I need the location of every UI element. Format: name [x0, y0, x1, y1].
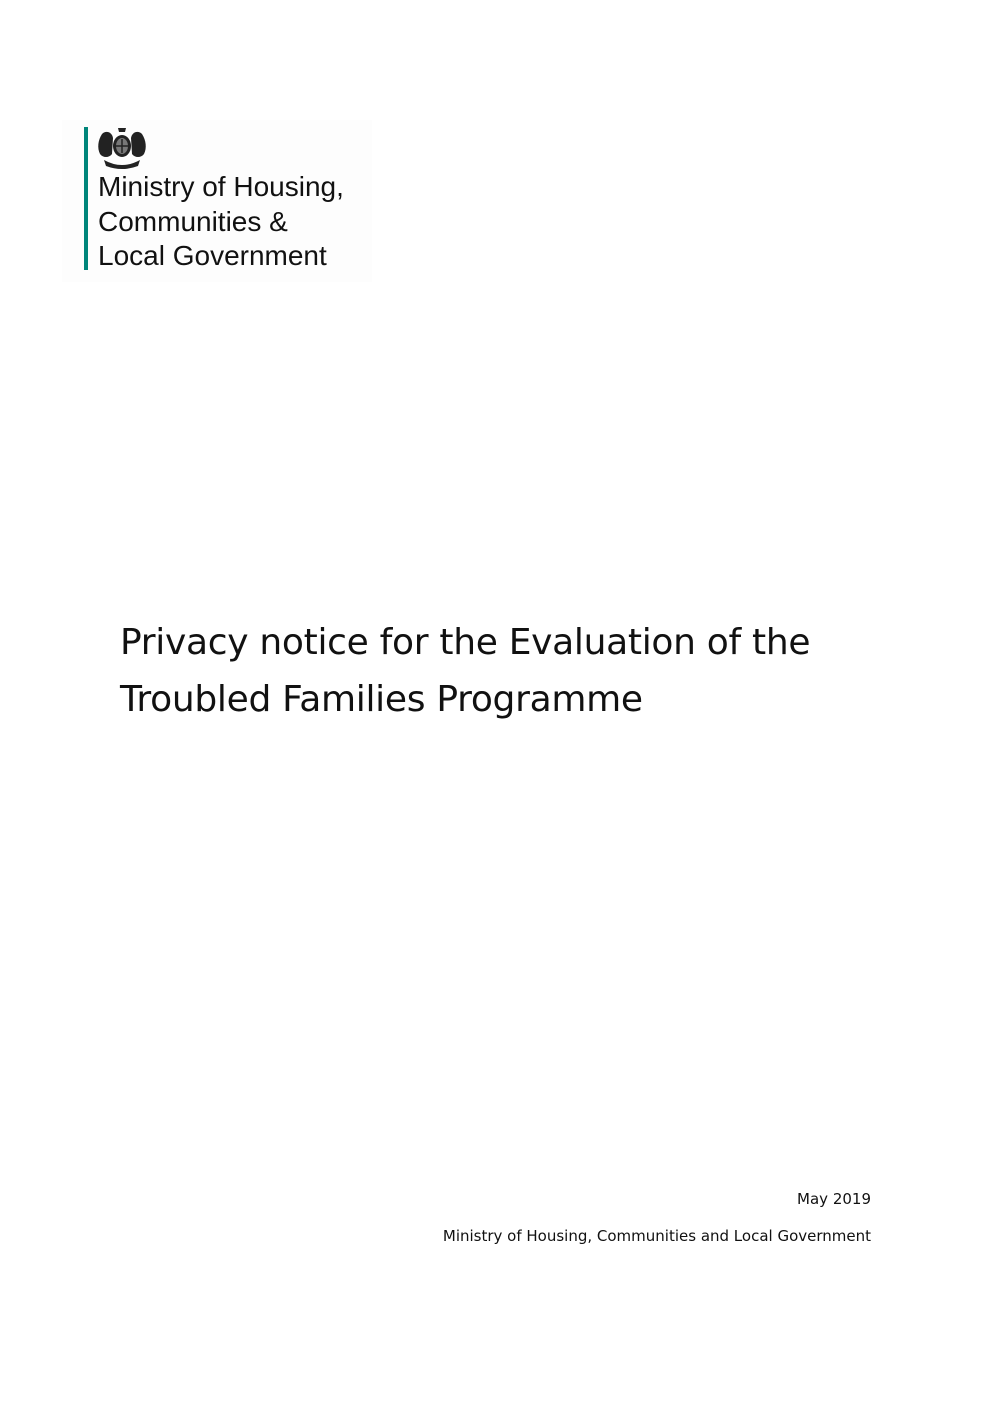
- logo-wordmark: [98, 170, 344, 274]
- publisher-name: Ministry of Housing, Communities and Local Government: [442, 1227, 871, 1245]
- title-line: Troubled Families Programme: [120, 679, 643, 720]
- logo-accent-bar: [84, 127, 88, 270]
- logo-line: Communities &: [98, 205, 288, 237]
- title-line: Privacy notice for the Evaluation of the: [120, 622, 811, 663]
- logo-line: Ministry of Housing,: [98, 171, 344, 202]
- royal-coat-of-arms-icon: [96, 126, 148, 170]
- publication-date: May 2019: [797, 1190, 871, 1208]
- department-logo: [62, 120, 372, 282]
- logo-line: Local Government: [98, 240, 327, 271]
- document-title: [120, 614, 810, 728]
